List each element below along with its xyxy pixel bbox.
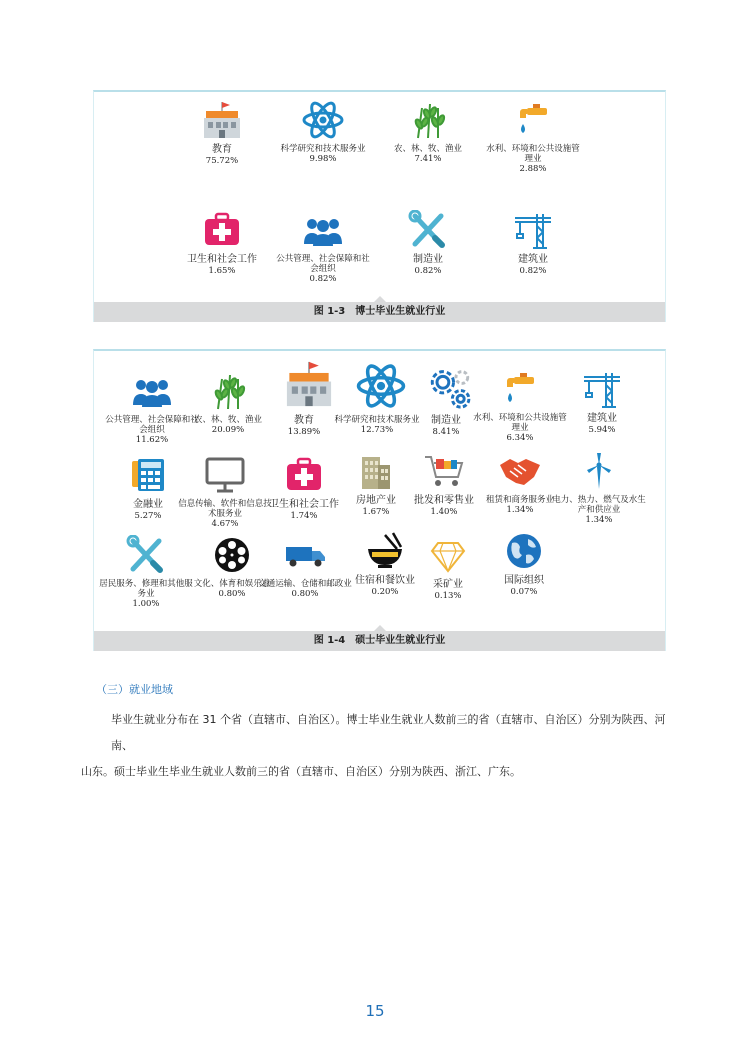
figure-caption (94, 631, 665, 651)
industry-label: 公共管理、社会保障和社会组织 (276, 254, 370, 274)
industry-percentage: 0.82% (519, 266, 547, 276)
tools-icon (406, 210, 450, 250)
truck-icon (283, 535, 327, 575)
industry-label: 教育 (212, 144, 232, 155)
diamond-icon (426, 535, 470, 575)
industry-item (275, 100, 371, 165)
industry-item (476, 531, 572, 598)
figure-caption-text: 图 1-3 博士毕业生就业行业 (313, 306, 446, 317)
industry-percentage: 0.80% (291, 589, 319, 599)
industry-percentage: 1.67% (362, 507, 390, 517)
industry-label: 采矿业 (433, 579, 463, 590)
industry-percentage: 0.13% (434, 591, 462, 601)
industry-percentage: 12.73% (360, 425, 394, 435)
industry-percentage: 0.82% (414, 266, 442, 276)
industry-label: 交通运输、仓储和邮政业 (258, 579, 352, 589)
industry-percentage: 4.67% (211, 519, 239, 529)
industry-label: 卫生和社会工作 (187, 254, 257, 265)
crane-icon (580, 369, 624, 409)
industry-item (380, 100, 476, 165)
industry-percentage: 9.98% (309, 154, 337, 164)
industry-label: 制造业 (413, 254, 443, 265)
industry-percentage: 20.09% (211, 425, 245, 435)
calculator-icon (126, 455, 170, 495)
page-number: 15 (365, 1002, 385, 1020)
industry-percentage: 1.74% (290, 511, 318, 521)
gears-icon (424, 363, 468, 411)
industry-percentage: 1.40% (430, 507, 458, 517)
industry-percentage: 0.80% (218, 589, 246, 599)
industry-percentage: 11.62% (135, 435, 169, 445)
industry-label: 公共管理、社会保障和社会组织 (105, 415, 199, 435)
wind-turbine-icon (577, 451, 621, 491)
body-paragraph (81, 707, 676, 785)
industry-item (174, 210, 270, 277)
figure-caption-text: 图 1-4 硕士毕业生就业行业 (313, 635, 446, 646)
industry-percentage: 8.41% (432, 427, 460, 437)
figure-1-4 (93, 349, 666, 651)
medkit-icon (200, 210, 244, 250)
industry-label: 教育 (294, 415, 314, 426)
wheat-icon (406, 100, 450, 140)
globe-icon (502, 531, 546, 571)
figure-caption (94, 302, 665, 322)
school-icon (200, 100, 244, 140)
industry-percentage: 0.20% (371, 587, 399, 597)
industry-label: 科学研究和技术服务业 (280, 144, 366, 154)
section-heading: （三）就业地域 (96, 683, 173, 696)
people-icon (130, 371, 174, 411)
industry-label: 制造业 (431, 415, 461, 426)
industry-label: 批发和零售业 (414, 495, 474, 506)
industry-label: 农、林、牧、渔业 (193, 415, 262, 425)
industry-label: 建筑业 (518, 254, 548, 265)
industry-percentage: 2.88% (519, 164, 547, 174)
atom-icon (301, 100, 345, 140)
industry-label: 房地产业 (356, 495, 396, 506)
industry-label: 住宿和餐饮业 (355, 575, 415, 586)
handshake-icon (498, 451, 542, 491)
film-reel-icon (210, 535, 254, 575)
industry-item (551, 451, 647, 526)
building-icon (354, 451, 398, 491)
industry-item (275, 210, 371, 285)
industry-percentage: 1.34% (506, 505, 534, 515)
cart-icon (422, 451, 466, 491)
tools-icon (124, 535, 168, 575)
industry-label: 信息传输、软件和信息技术服务业 (178, 499, 272, 519)
industry-percentage: 0.07% (510, 587, 538, 597)
industry-item (380, 210, 476, 277)
industry-label: 文化、体育和娱乐业 (193, 579, 271, 589)
industry-percentage: 6.34% (506, 433, 534, 443)
faucet-icon (498, 369, 542, 409)
industry-label: 建筑业 (587, 413, 617, 424)
people-icon (301, 210, 345, 250)
paragraph-line: 山东。硕士毕业生毕业生就业人数前三的省（直辖市、自治区）分别为陕西、浙江、广东。 (81, 765, 521, 778)
industry-percentage: 5.27% (134, 511, 162, 521)
industry-item (485, 100, 581, 175)
industry-item (485, 210, 581, 277)
monitor-icon (203, 455, 247, 495)
industry-percentage: 1.34% (585, 515, 613, 525)
industry-label: 水利、环境和公共设施管理业 (486, 144, 580, 164)
industry-percentage: 13.89% (287, 427, 321, 437)
school-icon (282, 357, 326, 411)
industry-item (98, 535, 194, 610)
faucet-icon (511, 100, 555, 140)
industry-percentage: 7.41% (414, 154, 442, 164)
industry-percentage: 5.94% (588, 425, 616, 435)
industry-label: 农、林、牧、渔业 (393, 144, 462, 154)
industry-percentage: 0.82% (309, 274, 337, 284)
wheat-icon (206, 371, 250, 411)
industry-label: 电力、热力、燃气及水生产和供应业 (552, 495, 646, 515)
industry-label: 科学研究和技术服务业 (334, 415, 420, 425)
industry-label: 国际组织 (504, 575, 544, 586)
industry-label: 金融业 (133, 499, 163, 510)
industry-item (554, 369, 650, 436)
industry-label: 水利、环境和公共设施管理业 (473, 413, 567, 433)
industry-label: 租赁和商务服务业 (485, 495, 554, 505)
atom-icon (355, 361, 399, 411)
industry-percentage: 75.72% (205, 156, 239, 166)
industry-label: 卫生和社会工作 (269, 499, 339, 510)
industry-item (174, 100, 270, 167)
industry-label: 居民服务、修理和其他服务业 (99, 579, 193, 599)
industry-percentage: 1.00% (132, 599, 160, 609)
paragraph-line: 毕业生就业分布在 31 个省（直辖市、自治区）。博士毕业生就业人数前三的省（直辖市、自治区）分别为陕西、河南、 (111, 713, 666, 752)
crane-icon (511, 210, 555, 250)
figure-1-3 (93, 90, 666, 322)
medkit-icon (282, 455, 326, 495)
industry-percentage: 1.65% (208, 266, 236, 276)
